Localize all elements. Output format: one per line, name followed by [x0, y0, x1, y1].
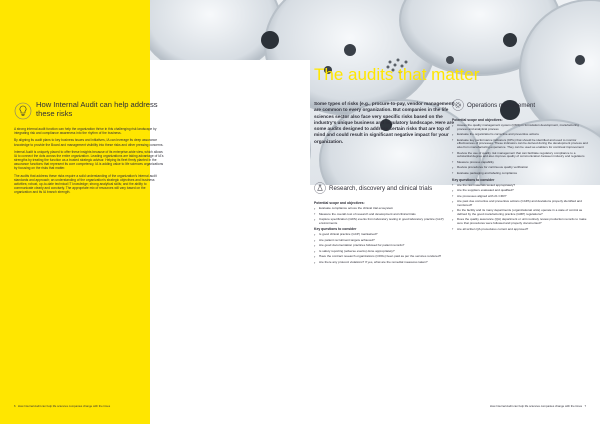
left-body [14, 127, 164, 194]
research-heading: Research, discovery and clinical trials [329, 184, 433, 192]
page-number-right: 7 [584, 404, 586, 408]
list-item: › Evaluate packaging and labeling compliance [452, 172, 588, 176]
operations-scope-label: Potential scope and objectives: [452, 118, 503, 122]
intro-paragraph: Some types of risks (e.g., procure-to-pay, vendor management) are common to every organization. But companies in the life sciences sector also face very specific risks based on the industry's unique business and regulatory landscape. Here are some audits designed to address certain risks that are top of mind and could result in significant negative impact for your organization. [314, 101, 455, 144]
left-paragraph: Internal Audit is uniquely placed to offer these insights because of its enterprise-wide view, which allows IA to connect the dots across the entire organization. Leading organizations are taking advantage of IA's strengths by treating the function as a trusted strategic advisor. Helping its fleet firmly planted in the assurance functions that represent its core competency, IA is adding value to life sciences organizations by focusing on the risks that matter. [14, 149, 164, 171]
operations-scope-list [452, 124, 588, 176]
gear-icon [452, 99, 464, 111]
footer-left [14, 404, 110, 408]
left-heading-row [14, 100, 164, 120]
list-item: › Are patient recruitment targets achieved? [314, 239, 454, 243]
operations-section [452, 99, 588, 233]
list-item: › Evaluate key performance indicators (KPIs) that should be identified and used to monitor effectiveness of processes. These indicators can be derived during the development process and also from manufacturing experience. They can be used as enablers for continual improvement [452, 139, 588, 150]
list-item: › Have the contract research organizations (CROs) been paid as per the services rendered? [314, 255, 454, 259]
list-item: › Evaluate the organization's corrective and preventive actions [452, 133, 588, 137]
list-item: › Are all written QA procedures current and approved? [452, 228, 588, 232]
footer-right [490, 404, 586, 408]
list-item: › Measure the overall cost of research and development and clinical trials [314, 213, 454, 217]
footer-left-text: How Internal Audit can help life sciences companies change with the times [17, 404, 111, 408]
operations-heading: Operations management [467, 101, 536, 109]
list-item: › Assess the quality management system (QMS) in formulation development, manufacturing process and analytical process [452, 124, 588, 131]
page-number-left: 6 [14, 404, 16, 408]
list-item: › Are there any protocol violations? If yes, what are the remedial measures taken? [314, 261, 454, 265]
research-section [314, 182, 454, 266]
list-item: › Capture specification (GDS) events from laboratory testing in good laboratory practice (GLP) environments [314, 218, 454, 225]
research-scope-label: Potential scope and objectives: [314, 201, 365, 205]
lightbulb-icon [14, 102, 32, 120]
research-questions-label: Key questions to consider [314, 227, 357, 232]
list-item: › Are past due corrective and preventive actions (CAPA) and deviations properly identified and monitored? [452, 200, 588, 207]
research-heading-row [314, 182, 454, 194]
research-questions-list [314, 233, 454, 264]
left-paragraph: The audits that address these risks require a solid understanding of the organization's internal audit standards and approach; an understanding of the organization's strategic objectives and business activities; robust, up-to-date technical IT knowledge; strong analytical skills; and the ability to communicate clearly and concisely. The appropriate mix of resources will vary based on the organization and its IA branch strength. [14, 173, 157, 194]
list-item: › Evaluate compliance across the clinical trial ecosystem [314, 207, 454, 211]
list-item: › Do the facility and its many departments (organizational units) operate in a state of control as defined by the good manufacturing practice (GMP) regulations? [452, 209, 588, 216]
left-heading: How Internal Audit can help address these risks [36, 100, 158, 118]
left-paragraph: By aligning its audit plans to key business issues and initiatives, IA can leverage its deep assurance knowledge to provide the Board and management visibility into these risks and other pressing concerns. [14, 138, 164, 147]
left-column [14, 100, 164, 197]
list-item: › Are processes aligned with 21 CFR? [452, 195, 588, 199]
operations-heading-row [452, 99, 588, 111]
white-content-box [150, 60, 310, 424]
list-item: › Review procedures for continuous quality verification [452, 166, 588, 170]
list-item: › Is good clinical practice (GCP) maintained? [314, 233, 454, 237]
list-item: › Is safety reporting (adverse events) done appropriately? [314, 250, 454, 254]
list-item: › Are the raw materials tested appropriately? [452, 184, 588, 188]
list-item: › Does the quality assurance (QA) department or unit routinely review production records to make sure that procedures were followed and properly documented? [452, 218, 588, 225]
left-paragraph: A strong internal audit function can help the organization thrive in this challenging risk landscape by integrating risk and compliance awareness into the rhythm of the business. [14, 127, 157, 136]
research-scope-list [314, 207, 454, 225]
page-title: The audits that matter [314, 65, 480, 84]
operations-questions-label: Key questions to consider [452, 177, 495, 182]
list-item: › Review the use of quality risk management that can facilitate regulatory compliance to a substantial degree and also improve quality of communication between industry and regulators [452, 152, 588, 159]
footer-right-text: How Internal Audit can help life sciences companies change with the times [489, 404, 583, 408]
operations-questions-list [452, 184, 588, 232]
list-item: › Are the suppliers evaluated and qualified? [452, 189, 588, 193]
flask-icon [314, 182, 326, 194]
list-item: › Measure process capability [452, 161, 588, 165]
list-item: › Are good documentation practices followed for patient records? [314, 244, 454, 248]
